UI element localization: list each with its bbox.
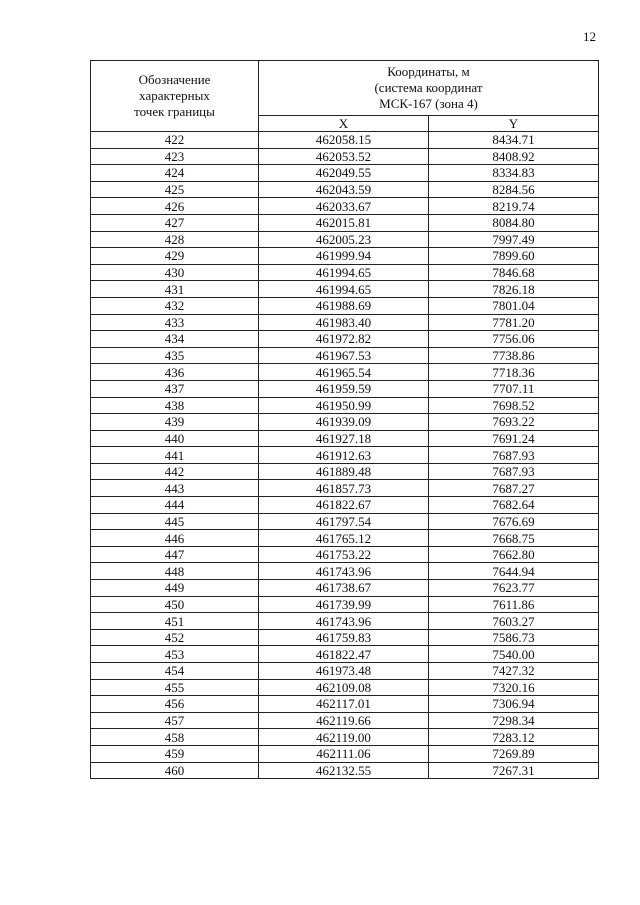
y-coordinate-cell: 7801.04 [429,297,599,314]
y-coordinate-cell: 7644.94 [429,563,599,580]
x-coordinate-cell: 462117.01 [259,696,429,713]
point-number-cell: 425 [91,181,259,198]
header-y: Y [429,116,599,132]
header-coords-line: Координаты, м [387,64,470,79]
point-number-cell: 454 [91,663,259,680]
point-number-cell: 435 [91,347,259,364]
table-row [91,148,599,165]
x-coordinate-cell: 461739.99 [259,596,429,613]
x-coordinate-cell: 461857.73 [259,480,429,497]
point-number-cell: 440 [91,430,259,447]
y-coordinate-cell: 7682.64 [429,497,599,514]
point-number-cell: 441 [91,447,259,464]
x-coordinate-cell: 462119.00 [259,729,429,746]
y-coordinate-cell: 7427.32 [429,663,599,680]
y-coordinate-cell: 7707.11 [429,380,599,397]
y-coordinate-cell: 7298.34 [429,712,599,729]
point-number-cell: 422 [91,132,259,149]
header-coords-line: (система координат [374,80,483,95]
table-row [91,165,599,182]
table-row [91,248,599,265]
y-coordinate-cell: 8434.71 [429,132,599,149]
point-number-cell: 450 [91,596,259,613]
table-row [91,364,599,381]
table-row [91,314,599,331]
x-coordinate-cell: 461967.53 [259,347,429,364]
table-row [91,430,599,447]
header-row-top [91,61,599,116]
table-row [91,530,599,547]
table-row [91,414,599,431]
table-row [91,513,599,530]
point-number-cell: 423 [91,148,259,165]
x-coordinate-cell: 462119.66 [259,712,429,729]
table-row [91,132,599,149]
x-coordinate-cell: 461994.65 [259,281,429,298]
y-coordinate-cell: 7603.27 [429,613,599,630]
header-name-line: точек границы [134,104,215,119]
y-coordinate-cell: 7267.31 [429,762,599,779]
y-coordinate-cell: 8334.83 [429,165,599,182]
point-number-cell: 431 [91,281,259,298]
point-number-cell: 424 [91,165,259,182]
header-name-line: характерных [139,88,210,103]
table-row [91,580,599,597]
x-coordinate-cell: 462049.55 [259,165,429,182]
y-coordinate-cell: 7738.86 [429,347,599,364]
point-number-cell: 443 [91,480,259,497]
header-x: X [259,116,429,132]
y-coordinate-cell: 7899.60 [429,248,599,265]
point-number-cell: 434 [91,331,259,348]
x-coordinate-cell: 461972.82 [259,331,429,348]
table-row [91,729,599,746]
table-row [91,646,599,663]
x-coordinate-cell: 462015.81 [259,214,429,231]
point-number-cell: 436 [91,364,259,381]
y-coordinate-cell: 7693.22 [429,414,599,431]
table-row [91,762,599,779]
point-number-cell: 460 [91,762,259,779]
x-coordinate-cell: 461999.94 [259,248,429,265]
y-coordinate-cell: 8284.56 [429,181,599,198]
table-row [91,281,599,298]
point-number-cell: 451 [91,613,259,630]
table-row [91,198,599,215]
x-coordinate-cell: 462053.52 [259,148,429,165]
y-coordinate-cell: 7586.73 [429,629,599,646]
point-number-cell: 455 [91,679,259,696]
x-coordinate-cell: 462033.67 [259,198,429,215]
x-coordinate-cell: 461797.54 [259,513,429,530]
x-coordinate-cell: 461765.12 [259,530,429,547]
x-coordinate-cell: 461994.65 [259,264,429,281]
x-coordinate-cell: 462111.06 [259,745,429,762]
x-coordinate-cell: 462058.15 [259,132,429,149]
table-row [91,679,599,696]
x-coordinate-cell: 461759.83 [259,629,429,646]
table-row [91,214,599,231]
y-coordinate-cell: 7781.20 [429,314,599,331]
header-coords-line: МСК-167 (зона 4) [379,96,478,111]
x-coordinate-cell: 461950.99 [259,397,429,414]
x-coordinate-cell: 461959.59 [259,380,429,397]
x-coordinate-cell: 461889.48 [259,463,429,480]
coordinates-table [90,60,599,779]
point-number-cell: 447 [91,546,259,563]
point-number-cell: 459 [91,745,259,762]
y-coordinate-cell: 7306.94 [429,696,599,713]
table-row [91,264,599,281]
table-row [91,696,599,713]
point-number-cell: 444 [91,497,259,514]
table-row [91,331,599,348]
y-coordinate-cell: 7540.00 [429,646,599,663]
point-number-cell: 426 [91,198,259,215]
y-coordinate-cell: 7687.93 [429,463,599,480]
table-row [91,596,599,613]
header-name-line: Обозначение [138,72,211,87]
y-coordinate-cell: 7662.80 [429,546,599,563]
x-coordinate-cell: 461965.54 [259,364,429,381]
table-row [91,629,599,646]
table-row [91,181,599,198]
page-number: 12 [583,29,596,44]
table-row [91,347,599,364]
x-coordinate-cell: 461912.63 [259,447,429,464]
x-coordinate-cell: 462132.55 [259,762,429,779]
x-coordinate-cell: 461939.09 [259,414,429,431]
point-number-cell: 428 [91,231,259,248]
table-row [91,613,599,630]
x-coordinate-cell: 461743.96 [259,613,429,630]
y-coordinate-cell: 7668.75 [429,530,599,547]
point-number-cell: 442 [91,463,259,480]
x-coordinate-cell: 462043.59 [259,181,429,198]
point-number-cell: 438 [91,397,259,414]
y-coordinate-cell: 7676.69 [429,513,599,530]
x-coordinate-cell: 461753.22 [259,546,429,563]
point-number-cell: 452 [91,629,259,646]
point-number-cell: 446 [91,530,259,547]
table-row [91,745,599,762]
point-number-cell: 458 [91,729,259,746]
y-coordinate-cell: 7623.77 [429,580,599,597]
x-coordinate-cell: 461822.47 [259,646,429,663]
table-body [91,132,599,779]
table-row [91,546,599,563]
point-number-cell: 432 [91,297,259,314]
y-coordinate-cell: 7846.68 [429,264,599,281]
point-number-cell: 439 [91,414,259,431]
y-coordinate-cell: 7320.16 [429,679,599,696]
point-number-cell: 448 [91,563,259,580]
point-number-cell: 445 [91,513,259,530]
y-coordinate-cell: 7269.89 [429,745,599,762]
point-number-cell: 457 [91,712,259,729]
point-number-cell: 427 [91,214,259,231]
y-coordinate-cell: 7687.93 [429,447,599,464]
table-row [91,663,599,680]
y-coordinate-cell: 7698.52 [429,397,599,414]
x-coordinate-cell: 462005.23 [259,231,429,248]
x-coordinate-cell: 461983.40 [259,314,429,331]
x-coordinate-cell: 461927.18 [259,430,429,447]
point-number-cell: 456 [91,696,259,713]
table-row [91,480,599,497]
table-row [91,712,599,729]
table-row [91,231,599,248]
header-coordinates [259,61,599,116]
table-row [91,380,599,397]
x-coordinate-cell: 461738.67 [259,580,429,597]
point-number-cell: 449 [91,580,259,597]
table-row [91,447,599,464]
y-coordinate-cell: 7826.18 [429,281,599,298]
x-coordinate-cell: 462109.08 [259,679,429,696]
y-coordinate-cell: 7283.12 [429,729,599,746]
y-coordinate-cell: 7611.86 [429,596,599,613]
table-row [91,497,599,514]
point-number-cell: 430 [91,264,259,281]
table-row [91,397,599,414]
table-header [91,61,599,132]
y-coordinate-cell: 8084.80 [429,214,599,231]
table-row [91,297,599,314]
y-coordinate-cell: 7718.36 [429,364,599,381]
x-coordinate-cell: 461822.67 [259,497,429,514]
x-coordinate-cell: 461988.69 [259,297,429,314]
y-coordinate-cell: 8408.92 [429,148,599,165]
header-point-designation [91,61,259,132]
y-coordinate-cell: 8219.74 [429,198,599,215]
x-coordinate-cell: 461743.96 [259,563,429,580]
point-number-cell: 453 [91,646,259,663]
table-row [91,563,599,580]
x-coordinate-cell: 461973.48 [259,663,429,680]
table-row [91,463,599,480]
y-coordinate-cell: 7691.24 [429,430,599,447]
point-number-cell: 429 [91,248,259,265]
point-number-cell: 433 [91,314,259,331]
y-coordinate-cell: 7687.27 [429,480,599,497]
y-coordinate-cell: 7756.06 [429,331,599,348]
y-coordinate-cell: 7997.49 [429,231,599,248]
point-number-cell: 437 [91,380,259,397]
